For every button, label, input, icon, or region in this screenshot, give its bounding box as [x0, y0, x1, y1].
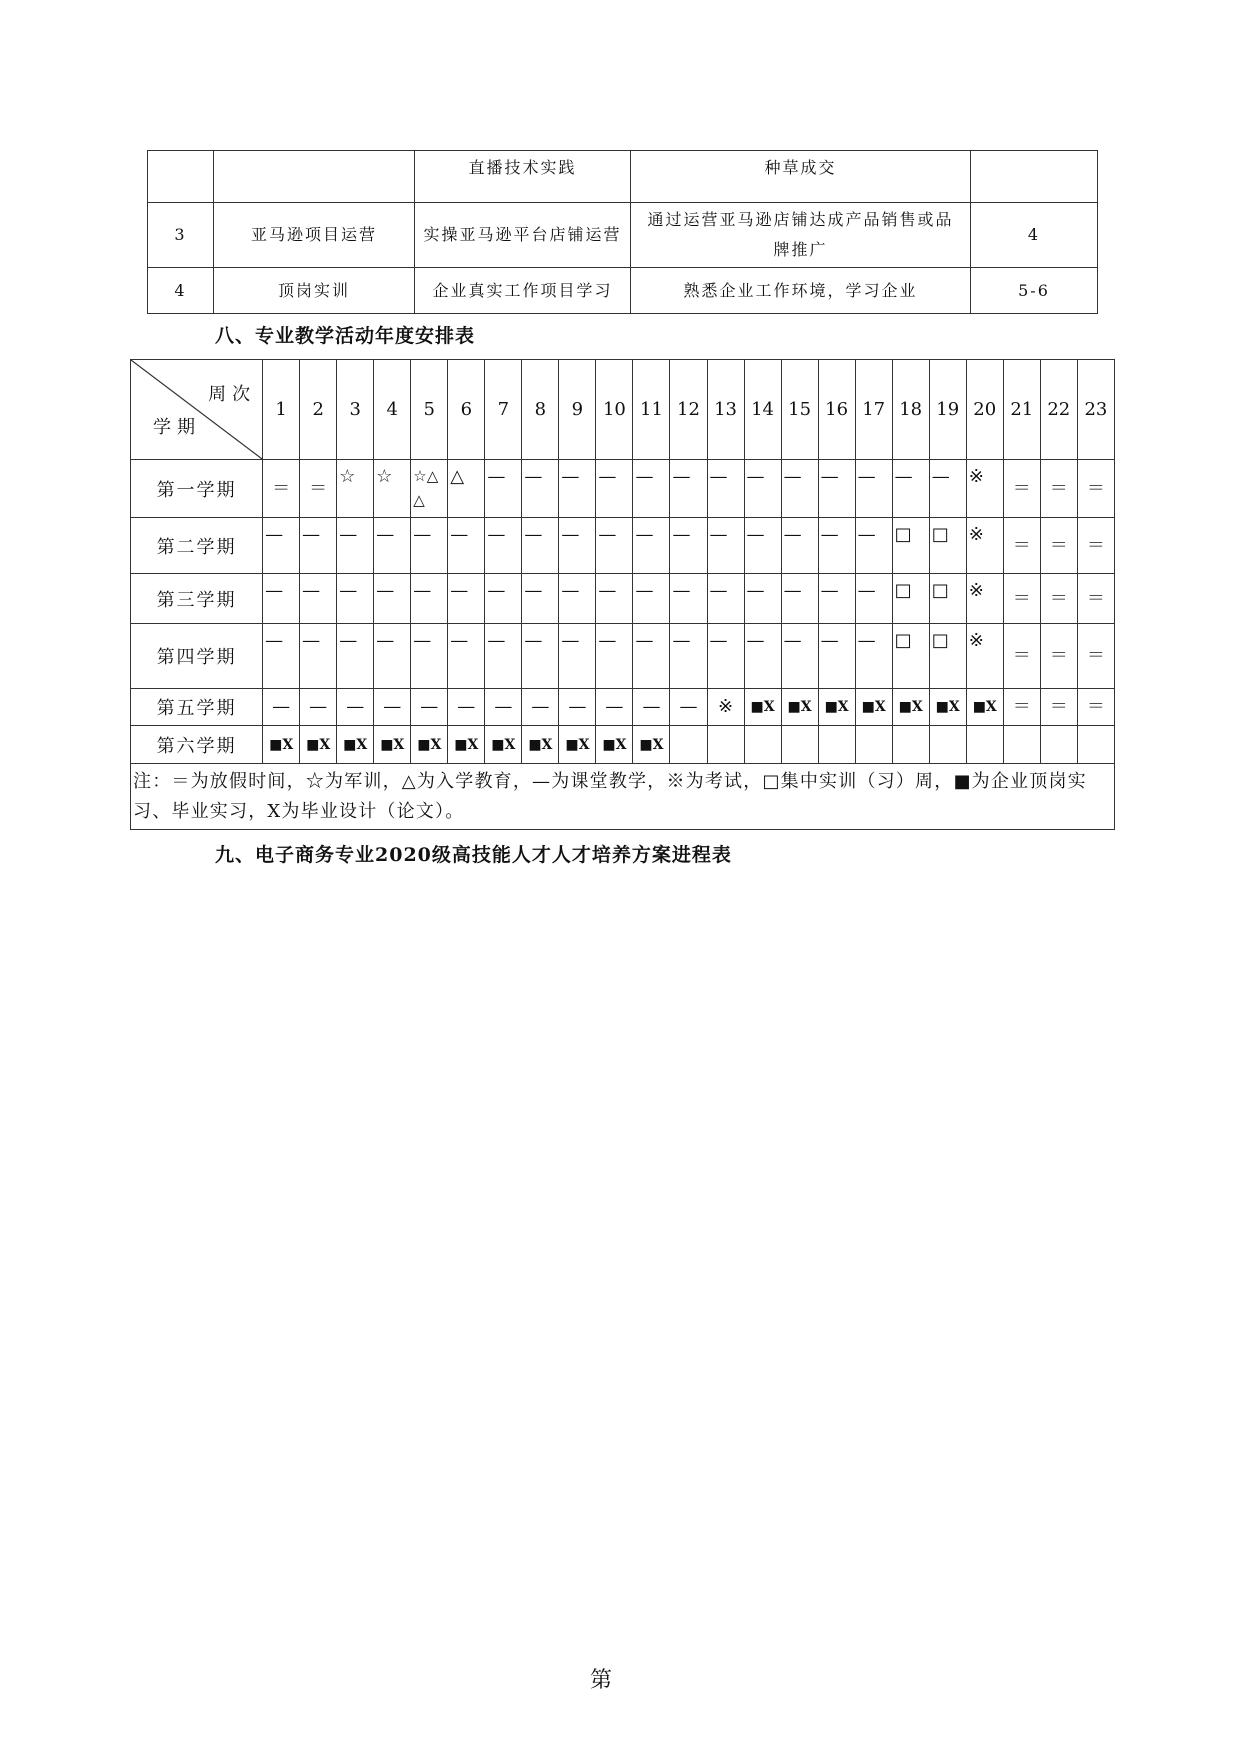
- schedule-cell: ■X: [559, 726, 596, 764]
- schedule-cell: [781, 726, 818, 764]
- schedule-cell: —: [670, 460, 707, 518]
- week-header: 20: [966, 360, 1003, 460]
- cell-name: [214, 151, 415, 203]
- schedule-cell: [1077, 726, 1114, 764]
- schedule-cell: ＝: [1003, 518, 1040, 574]
- schedule-cell: —: [263, 574, 300, 624]
- schedule-cell: ＝: [1077, 689, 1114, 726]
- schedule-cell: —: [485, 689, 522, 726]
- schedule-cell: —: [337, 574, 374, 624]
- schedule-cell: —: [559, 460, 596, 518]
- corner-bottom-label: 学期: [153, 417, 201, 438]
- schedule-cell: —: [300, 689, 337, 726]
- schedule-cell: [670, 726, 707, 764]
- schedule-cell: —: [781, 624, 818, 689]
- schedule-cell: ＝: [300, 460, 337, 518]
- schedule-cell: —: [707, 460, 744, 518]
- schedule-cell: ■X: [892, 689, 929, 726]
- schedule-cell: ＝: [1077, 518, 1114, 574]
- page-footer: 第: [590, 1668, 613, 1693]
- schedule-cell: ＝: [1077, 460, 1114, 518]
- cell-goal: 通过运营亚马逊店铺达成产品销售或品牌推广: [631, 203, 971, 268]
- schedule-cell: ＝: [1040, 460, 1077, 518]
- section-9-heading: 九、电子商务专业2020级高技能人才人才培养方案进程表: [215, 844, 732, 866]
- schedule-cell: —: [485, 518, 522, 574]
- schedule-cell: —: [300, 518, 337, 574]
- schedule-cell: —: [596, 518, 633, 574]
- schedule-cell: ☆△ △: [411, 460, 448, 518]
- schedule-cell: □: [929, 624, 966, 689]
- schedule-cell: —: [559, 574, 596, 624]
- schedule-cell: —: [337, 518, 374, 574]
- diagonal-line: [131, 360, 262, 459]
- schedule-cell: —: [596, 460, 633, 518]
- schedule-cell: —: [744, 574, 781, 624]
- week-header: 7: [485, 360, 522, 460]
- schedule-cell: ＝: [1003, 574, 1040, 624]
- schedule-cell: —: [485, 574, 522, 624]
- term-label: 第一学期: [131, 460, 263, 518]
- schedule-cell: [855, 726, 892, 764]
- schedule-cell: —: [855, 460, 892, 518]
- week-header: 5: [411, 360, 448, 460]
- schedule-cell: ■X: [337, 726, 374, 764]
- schedule-cell: —: [411, 689, 448, 726]
- schedule-cell: —: [300, 624, 337, 689]
- schedule-cell: —: [448, 624, 485, 689]
- schedule-cell: —: [263, 624, 300, 689]
- term-label: 第二学期: [131, 518, 263, 574]
- teaching-schedule-table: [130, 359, 1115, 830]
- schedule-cell: —: [633, 574, 670, 624]
- schedule-cell: —: [855, 518, 892, 574]
- cell-content: 直播技术实践: [415, 151, 631, 203]
- schedule-cell: —: [818, 574, 855, 624]
- schedule-cell: —: [633, 624, 670, 689]
- schedule-cell: ＝: [1040, 689, 1077, 726]
- schedule-cell: —: [411, 624, 448, 689]
- schedule-cell: —: [559, 518, 596, 574]
- schedule-cell: [707, 726, 744, 764]
- term-row: [131, 624, 1115, 689]
- schedule-cell: —: [374, 574, 411, 624]
- week-header: 13: [707, 360, 744, 460]
- week-header: 3: [337, 360, 374, 460]
- schedule-cell: —: [633, 689, 670, 726]
- cell-content: 企业真实工作项目学习: [415, 268, 631, 314]
- schedule-cell: —: [374, 689, 411, 726]
- schedule-cell: —: [337, 689, 374, 726]
- schedule-cell: —: [411, 574, 448, 624]
- schedule-cell: ＝: [1040, 574, 1077, 624]
- term-row: [131, 574, 1115, 624]
- schedule-cell: —: [522, 518, 559, 574]
- schedule-cell: —: [707, 518, 744, 574]
- schedule-cell: ＝: [1003, 624, 1040, 689]
- cell-num: 3: [148, 203, 214, 268]
- schedule-cell: □: [929, 518, 966, 574]
- schedule-cell: —: [744, 518, 781, 574]
- week-header: 19: [929, 360, 966, 460]
- schedule-cell: ☆: [337, 460, 374, 518]
- cell-content: 实操亚马逊平台店铺运营: [415, 203, 631, 268]
- schedule-cell: —: [929, 460, 966, 518]
- schedule-cell: —: [485, 460, 522, 518]
- term-label: 第六学期: [131, 726, 263, 764]
- schedule-cell: —: [670, 624, 707, 689]
- week-header: 10: [596, 360, 633, 460]
- schedule-cell: ■X: [633, 726, 670, 764]
- schedule-cell: ■X: [818, 689, 855, 726]
- schedule-cell: ＝: [1040, 518, 1077, 574]
- schedule-cell: —: [818, 624, 855, 689]
- schedule-cell: —: [596, 689, 633, 726]
- schedule-cell: —: [485, 624, 522, 689]
- cell-name: 顶岗实训: [214, 268, 415, 314]
- corner-top-label: 周次: [208, 384, 257, 405]
- schedule-cell: ■X: [263, 726, 300, 764]
- cell-term: [971, 151, 1098, 203]
- week-header: 8: [522, 360, 559, 460]
- cell-term: 4: [971, 203, 1098, 268]
- schedule-cell: —: [744, 624, 781, 689]
- schedule-cell: —: [818, 460, 855, 518]
- schedule-cell: ＝: [1077, 574, 1114, 624]
- week-header: 6: [448, 360, 485, 460]
- schedule-cell: —: [818, 518, 855, 574]
- schedule-cell: □: [892, 624, 929, 689]
- week-header: 14: [744, 360, 781, 460]
- schedule-cell: —: [522, 460, 559, 518]
- schedule-cell: □: [929, 574, 966, 624]
- table-row: [148, 151, 1098, 203]
- schedule-cell: —: [263, 518, 300, 574]
- schedule-cell: ■X: [374, 726, 411, 764]
- header-row: [131, 360, 1115, 460]
- schedule-cell: ■X: [300, 726, 337, 764]
- schedule-cell: —: [559, 624, 596, 689]
- schedule-cell: ＝: [1077, 624, 1114, 689]
- term-row: [131, 518, 1115, 574]
- schedule-cell: —: [374, 624, 411, 689]
- cell-goal: 种草成交: [631, 151, 971, 203]
- schedule-cell: —: [781, 574, 818, 624]
- schedule-cell: —: [522, 689, 559, 726]
- schedule-cell: [929, 726, 966, 764]
- schedule-cell: △: [448, 460, 485, 518]
- schedule-cell: [966, 726, 1003, 764]
- note-row: [131, 764, 1115, 830]
- term-row: [131, 689, 1115, 726]
- schedule-cell: —: [522, 574, 559, 624]
- week-header: 4: [374, 360, 411, 460]
- schedule-cell: ■X: [522, 726, 559, 764]
- schedule-cell: [1003, 726, 1040, 764]
- schedule-cell: —: [559, 689, 596, 726]
- schedule-cell: —: [707, 624, 744, 689]
- schedule-cell: —: [374, 518, 411, 574]
- cell-term: 5-6: [971, 268, 1098, 314]
- week-header: 15: [781, 360, 818, 460]
- schedule-cell: □: [892, 574, 929, 624]
- cell-num: [148, 151, 214, 203]
- cell-name: 亚马逊项目运营: [214, 203, 415, 268]
- term-label: 第五学期: [131, 689, 263, 726]
- schedule-cell: ＝: [1003, 689, 1040, 726]
- cell-num: 4: [148, 268, 214, 314]
- schedule-cell: ■X: [596, 726, 633, 764]
- schedule-cell: —: [522, 624, 559, 689]
- schedule-cell: —: [781, 518, 818, 574]
- schedule-cell: ■X: [448, 726, 485, 764]
- schedule-cell: —: [670, 574, 707, 624]
- training-items-table: [147, 150, 1098, 314]
- week-header: 22: [1040, 360, 1077, 460]
- table-row: [148, 203, 1098, 268]
- section-8-heading: 八、专业教学活动年度安排表: [215, 325, 476, 347]
- term-row: [131, 726, 1115, 764]
- schedule-cell: —: [448, 574, 485, 624]
- week-header: 17: [855, 360, 892, 460]
- schedule-cell: ＝: [263, 460, 300, 518]
- legend-note: 注：＝为放假时间，☆为军训，△为入学教育，—为课堂教学，※为考试，□集中实训（习）周，■为企业顶岗实习、毕业实习，X为毕业设计（论文）。: [131, 764, 1115, 830]
- schedule-cell: —: [633, 518, 670, 574]
- schedule-cell: ☆: [374, 460, 411, 518]
- week-header: 9: [559, 360, 596, 460]
- schedule-cell: ※: [966, 574, 1003, 624]
- schedule-cell: —: [411, 518, 448, 574]
- schedule-cell: —: [670, 689, 707, 726]
- schedule-cell: —: [300, 574, 337, 624]
- schedule-cell: [1040, 726, 1077, 764]
- schedule-cell: [744, 726, 781, 764]
- schedule-cell: —: [707, 574, 744, 624]
- schedule-cell: —: [744, 460, 781, 518]
- schedule-cell: ※: [966, 624, 1003, 689]
- week-header: 23: [1077, 360, 1114, 460]
- schedule-cell: —: [892, 460, 929, 518]
- schedule-cell: ■X: [744, 689, 781, 726]
- schedule-cell: ■X: [855, 689, 892, 726]
- schedule-cell: ■X: [485, 726, 522, 764]
- term-row: [131, 460, 1115, 518]
- schedule-cell: ＝: [1003, 460, 1040, 518]
- schedule-cell: ＝: [1040, 624, 1077, 689]
- schedule-cell: —: [633, 460, 670, 518]
- schedule-cell: —: [855, 624, 892, 689]
- week-header: 1: [263, 360, 300, 460]
- schedule-cell: —: [337, 624, 374, 689]
- term-label: 第四学期: [131, 624, 263, 689]
- term-label: 第三学期: [131, 574, 263, 624]
- schedule-cell: ■X: [929, 689, 966, 726]
- week-header: 16: [818, 360, 855, 460]
- schedule-cell: —: [670, 518, 707, 574]
- corner-cell: [131, 360, 263, 460]
- schedule-cell: [818, 726, 855, 764]
- schedule-cell: —: [263, 689, 300, 726]
- schedule-cell: ■X: [966, 689, 1003, 726]
- week-header: 11: [633, 360, 670, 460]
- schedule-cell: [892, 726, 929, 764]
- schedule-cell: —: [596, 624, 633, 689]
- schedule-cell: —: [596, 574, 633, 624]
- schedule-cell: —: [855, 574, 892, 624]
- week-header: 21: [1003, 360, 1040, 460]
- cell-goal: 熟悉企业工作环境，学习企业: [631, 268, 971, 314]
- schedule-cell: ※: [966, 518, 1003, 574]
- week-header: 12: [670, 360, 707, 460]
- schedule-cell: ※: [966, 460, 1003, 518]
- schedule-cell: □: [892, 518, 929, 574]
- week-header: 18: [892, 360, 929, 460]
- schedule-cell: —: [448, 518, 485, 574]
- schedule-cell: ■X: [411, 726, 448, 764]
- schedule-cell: —: [448, 689, 485, 726]
- schedule-cell: ※: [707, 689, 744, 726]
- schedule-cell: ■X: [781, 689, 818, 726]
- table-row: [148, 268, 1098, 314]
- schedule-cell: —: [781, 460, 818, 518]
- week-header: 2: [300, 360, 337, 460]
